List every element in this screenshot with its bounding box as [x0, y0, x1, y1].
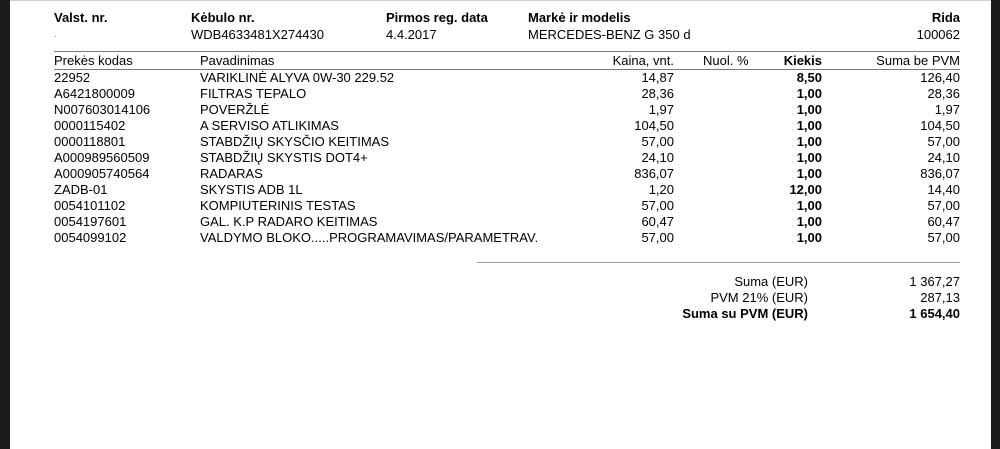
table-row [0, 230, 1000, 246]
item-sum: 836,07 [920, 166, 960, 181]
table-row [0, 118, 1000, 134]
vin-value: WDB4633481X274430 [191, 27, 324, 42]
item-code: ZADB-01 [54, 182, 108, 197]
subtotal-value: 1 367,27 [909, 274, 960, 289]
col-discount: Nuol. % [703, 53, 749, 68]
mileage-label: Rida [931, 10, 960, 25]
item-qty: 1,00 [796, 102, 822, 117]
item-code: 0000115402 [54, 118, 126, 133]
item-code: 22952 [54, 70, 91, 85]
make-model-value: MERCEDES-BENZ G 350 d [528, 27, 691, 42]
item-name: RADARAS [200, 166, 263, 181]
table-row [0, 150, 1000, 166]
items-table [0, 70, 1000, 246]
item-sum: 1,97 [934, 102, 960, 117]
item-code: A000905740564 [54, 166, 150, 181]
item-qty: 12,00 [789, 182, 822, 197]
table-row [0, 182, 1000, 198]
item-qty: 1,00 [796, 118, 822, 133]
item-code: N007603014106 [54, 102, 151, 117]
item-sum: 126,40 [920, 70, 960, 85]
item-code: 0054101102 [54, 198, 126, 213]
item-qty: 8,50 [796, 70, 822, 85]
mileage-value: 100062 [916, 27, 960, 42]
subtotal-label: Suma (EUR) [734, 274, 808, 289]
item-qty: 1,00 [796, 134, 822, 149]
totals-divider [477, 262, 960, 263]
item-name: FILTRAS TEPALO [200, 86, 307, 101]
table-row [0, 198, 1000, 214]
item-price: 57,00 [641, 134, 674, 149]
table-row [0, 102, 1000, 118]
item-sum: 24,10 [927, 150, 960, 165]
item-price: 14,87 [641, 70, 674, 85]
item-sum: 14,40 [927, 182, 960, 197]
item-sum: 57,00 [927, 230, 960, 245]
item-code: 0000118801 [54, 134, 126, 149]
plate-placeholder-dot: . [54, 29, 57, 39]
item-price: 60,47 [641, 214, 674, 229]
vat-value: 287,13 [920, 290, 960, 305]
item-sum: 104,50 [920, 118, 960, 133]
top-border [10, 0, 991, 1]
item-price: 24,10 [641, 150, 674, 165]
plate-label: Valst. nr. [54, 10, 108, 25]
item-code: A000989560509 [54, 150, 150, 165]
item-sum: 60,47 [927, 214, 960, 229]
item-name: STABDŽIŲ SKYSTIS DOT4+ [200, 150, 368, 165]
item-sum: 57,00 [927, 198, 960, 213]
item-name: SKYSTIS ADB 1L [200, 182, 303, 197]
item-name: A SERVISO ATLIKIMAS [200, 118, 339, 133]
item-price: 104,50 [634, 118, 674, 133]
table-row [0, 166, 1000, 182]
header-divider [54, 51, 960, 52]
item-qty: 1,00 [796, 198, 822, 213]
item-code: 0054099102 [54, 230, 127, 245]
item-qty: 1,00 [796, 86, 822, 101]
item-price: 57,00 [641, 198, 674, 213]
item-price: 57,00 [641, 230, 674, 245]
col-name: Pavadinimas [200, 53, 275, 68]
vin-label: Kėbulo nr. [191, 10, 255, 25]
item-sum: 57,00 [927, 134, 960, 149]
item-name: VALDYMO BLOKO.....PROGRAMAVIMAS/PARAMETRAV. [200, 230, 539, 245]
item-code: 0054197601 [54, 214, 127, 229]
first-registration-value: 4.4.2017 [386, 27, 437, 42]
item-price: 28,36 [641, 86, 674, 101]
item-qty: 1,00 [796, 150, 822, 165]
table-row [0, 214, 1000, 230]
grand-total-label: Suma su PVM (EUR) [682, 306, 808, 321]
item-qty: 1,00 [796, 214, 822, 229]
item-name: POVERŽLĖ [200, 102, 270, 117]
make-model-label: Markė ir modelis [528, 10, 631, 25]
item-price: 1,20 [648, 182, 674, 197]
table-row [0, 86, 1000, 102]
item-qty: 1,00 [796, 230, 822, 245]
item-price: 1,97 [648, 102, 674, 117]
col-code: Prekės kodas [54, 53, 133, 68]
vat-label: PVM 21% (EUR) [710, 290, 808, 305]
item-name: KOMPIUTERINIS TESTAS [200, 198, 356, 213]
item-name: STABDŽIŲ SKYSČIO KEITIMAS [200, 134, 390, 149]
table-row [0, 70, 1000, 86]
col-sum: Suma be PVM [876, 53, 960, 68]
item-sum: 28,36 [927, 86, 960, 101]
table-row [0, 134, 1000, 150]
col-qty: Kiekis [783, 53, 822, 68]
item-qty: 1,00 [796, 166, 822, 181]
col-price: Kaina, vnt. [612, 53, 674, 68]
item-name: GAL. K.P RADARO KEITIMAS [200, 214, 378, 229]
grand-total-value: 1 654,40 [909, 306, 960, 321]
item-code: A6421800009 [54, 86, 135, 101]
item-price: 836,07 [634, 166, 674, 181]
item-name: VARIKLINĖ ALYVA 0W-30 229.52 [200, 70, 395, 85]
first-registration-label: Pirmos reg. data [386, 10, 488, 25]
